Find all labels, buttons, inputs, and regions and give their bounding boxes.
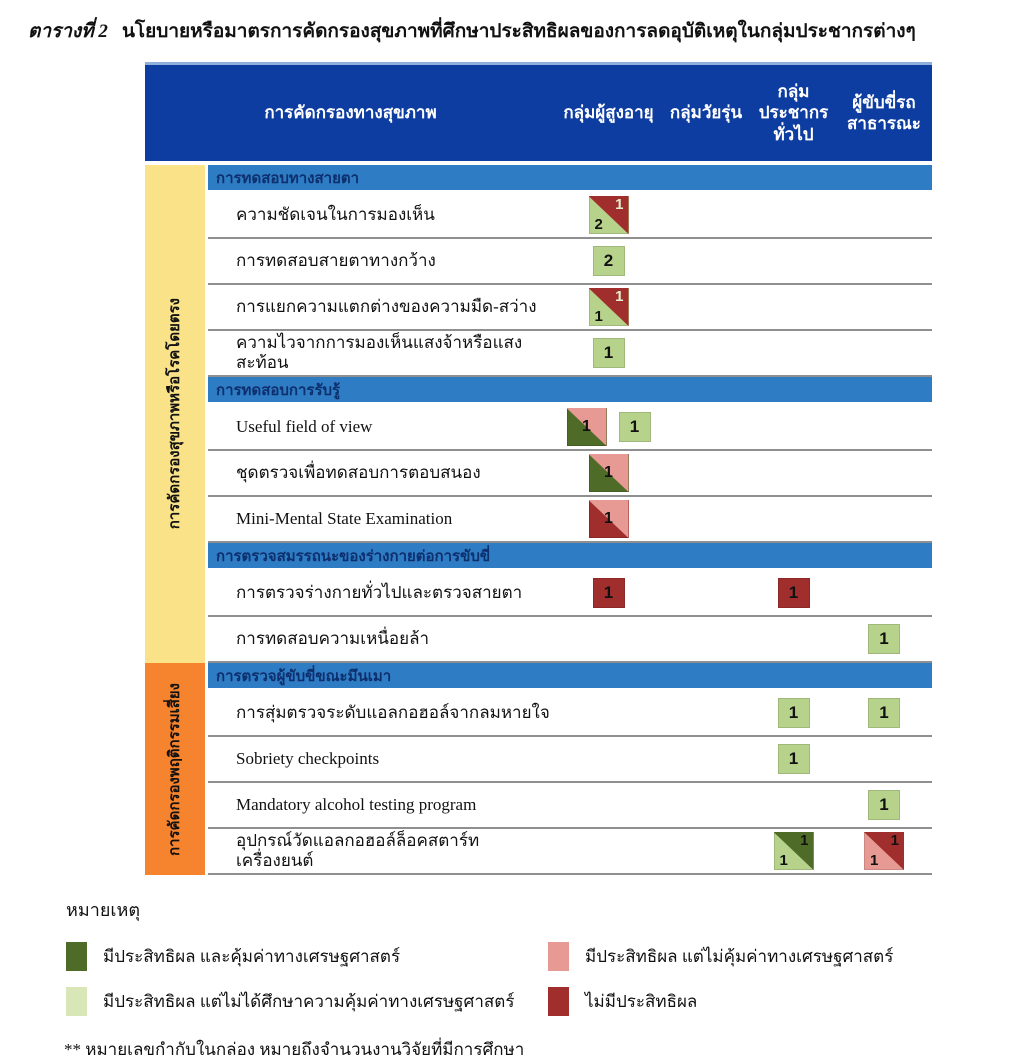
table-row [208, 405, 932, 451]
study-count-split-box [589, 196, 629, 234]
cell-public [836, 571, 932, 615]
cell-teen [661, 571, 751, 615]
cell-teen [661, 285, 751, 329]
group-content [208, 663, 932, 875]
legend-swatch-not-effective [548, 987, 569, 1016]
triangle-count: 1 [890, 832, 899, 849]
table-header-row [145, 62, 932, 161]
cell-public [836, 193, 932, 237]
table-row [208, 193, 932, 239]
cell-public [836, 829, 932, 873]
cell-general [751, 691, 836, 735]
cell-public [836, 285, 932, 329]
triangle-count: 1 [615, 196, 624, 213]
column-header-elderly: กลุ่มผู้สูงอายุ [563, 103, 654, 123]
cell-elderly [556, 691, 661, 735]
cell-public [836, 331, 932, 375]
cell-general [751, 829, 836, 873]
group-label: การคัดกรองสุขภาพหรือโรคโดยตรง [167, 298, 183, 530]
screening-table [145, 62, 932, 875]
legend-label: มีประสิทธิผล และคุ้มค่าทางเศรษฐศาสตร์ [103, 947, 401, 966]
base-count: 2 [594, 216, 603, 233]
cell-elderly [556, 617, 661, 661]
triangle-count: 1 [615, 288, 624, 305]
row-label: Useful field of view [236, 416, 373, 436]
cell-elderly [556, 405, 661, 449]
row-label: อุปกรณ์วัดแอลกอฮอล์ล็อคสตาร์ทเครื่องยนต์ [236, 830, 480, 870]
base-count: 1 [779, 852, 788, 869]
column-header-screening: การคัดกรองทางสุขภาพ [264, 103, 437, 123]
table-number: ตารางที่ 2 [28, 21, 108, 42]
base-count: 1 [870, 852, 879, 869]
legend-swatch-effective-not-costeffective [548, 942, 569, 971]
row-label: ความชัดเจนในการมองเห็น [236, 204, 435, 224]
cell-teen [661, 783, 751, 827]
study-count-box: 1 [619, 412, 651, 442]
legend-title: หมายเหตุ [66, 900, 141, 920]
section-header: การทดสอบการรับรู้ [208, 377, 932, 402]
group-label: การคัดกรองพฤติกรรมเสี่ยง [167, 682, 183, 856]
section-header: การทดสอบทางสายตา [208, 165, 932, 190]
cell-teen [661, 497, 751, 541]
footnote [64, 1036, 1024, 1063]
cell-elderly [556, 193, 661, 237]
category-group [145, 165, 932, 663]
document-page [0, 16, 1024, 1059]
row-label: ความไวจากการมองเห็นแสงจ้าหรือแสงสะท้อน [236, 332, 523, 372]
cell-public [836, 451, 932, 495]
study-count-split-box [864, 832, 904, 870]
cell-public [836, 497, 932, 541]
legend-item [548, 942, 1024, 971]
cell-teen [661, 193, 751, 237]
center-count: 1 [604, 510, 613, 527]
cell-general [751, 405, 836, 449]
cell-general [751, 497, 836, 541]
cell-elderly [556, 451, 661, 495]
cell-general [751, 239, 836, 283]
triangle-count: 1 [800, 832, 809, 849]
study-count-box: 1 [868, 790, 900, 820]
row-label: การสุ่มตรวจระดับแอลกอฮอล์จากลมหายใจ [236, 702, 550, 722]
row-label: การแยกความแตกต่างของความมืด-สว่าง [236, 296, 537, 316]
row-label: Sobriety checkpoints [236, 748, 380, 768]
table-row [208, 239, 932, 285]
base-count: 1 [594, 308, 603, 325]
table-row [208, 331, 932, 377]
legend-label: ไม่มีประสิทธิผล [585, 992, 698, 1011]
row-label: Mandatory alcohol testing program [236, 794, 477, 814]
legend-item [66, 942, 548, 971]
cell-public [836, 405, 932, 449]
column-header-general-population: กลุ่ม ประชากร ทั่วไป [758, 82, 829, 144]
study-count-box: 1 [778, 744, 810, 774]
legend-item [66, 987, 548, 1016]
table-body [145, 165, 932, 875]
title-text: นโยบายหรือมาตรการคัดกรองสุขภาพที่ศึกษาประสิทธิผลของการลดอุบัติเหตุในกลุ่มประชากรต่างๆ [121, 21, 916, 42]
cell-public [836, 737, 932, 781]
row-label: การตรวจร่างกายทั่วไปและตรวจสายตา [236, 582, 523, 602]
cell-general [751, 737, 836, 781]
legend-label: มีประสิทธิผล แต่ไม่คุ้มค่าทางเศรษฐศาสตร์ [585, 947, 894, 966]
cell-elderly [556, 239, 661, 283]
cell-public [836, 239, 932, 283]
cell-general [751, 571, 836, 615]
cell-teen [661, 405, 751, 449]
cell-public [836, 691, 932, 735]
cell-teen [661, 737, 751, 781]
group-content [208, 165, 932, 663]
column-header-teen: กลุ่มวัยรุ่น [669, 103, 743, 123]
cell-general [751, 285, 836, 329]
study-count-box: 2 [593, 246, 625, 276]
group-sidebar [145, 165, 208, 663]
cell-elderly [556, 331, 661, 375]
legend-item [548, 987, 1024, 1016]
study-count-box: 1 [778, 578, 810, 608]
cell-general [751, 331, 836, 375]
study-count-split-box [774, 832, 814, 870]
legend-grid [66, 942, 1024, 1016]
cell-general [751, 193, 836, 237]
table-row [208, 571, 932, 617]
table-row [208, 497, 932, 543]
cell-teen [661, 239, 751, 283]
cell-elderly [556, 737, 661, 781]
legend-label: มีประสิทธิผล แต่ไม่ได้ศึกษาความคุ้มค่าทางเศรษฐศาสตร์ [103, 992, 515, 1011]
cell-elderly [556, 783, 661, 827]
table-row [208, 451, 932, 497]
cell-teen [661, 617, 751, 661]
table-row [208, 829, 932, 875]
cell-public [836, 783, 932, 827]
table-row [208, 783, 932, 829]
row-label: การทดสอบสายตาทางกว้าง [236, 250, 436, 270]
cell-teen [661, 829, 751, 873]
row-label: Mini-Mental State Examination [236, 508, 453, 528]
legend-swatch-effective-costeffective [66, 942, 87, 971]
page-title [28, 16, 1024, 46]
cell-elderly [556, 571, 661, 615]
group-sidebar [145, 663, 208, 875]
cell-general [751, 783, 836, 827]
cell-elderly [556, 497, 661, 541]
study-count-split-box [567, 408, 607, 446]
legend [66, 895, 1024, 1016]
study-count-split-box [589, 288, 629, 326]
center-count: 1 [604, 464, 613, 481]
footnote-text: ** หมายเลขกำกับในกล่อง หมายถึงจำนวนงานวิจัยที่มีการศึกษา [64, 1040, 525, 1059]
cell-public [836, 617, 932, 661]
table-row [208, 691, 932, 737]
study-count-split-box [589, 454, 629, 492]
study-count-box: 1 [778, 698, 810, 728]
study-count-box: 1 [868, 624, 900, 654]
section-header: การตรวจผู้ขับขี่ขณะมึนเมา [208, 663, 932, 688]
table-row [208, 617, 932, 663]
category-group [145, 663, 932, 875]
cell-teen [661, 331, 751, 375]
column-header-public-drivers: ผู้ขับขี่รถ สาธารณะ [847, 92, 921, 133]
cell-elderly [556, 829, 661, 873]
study-count-box: 1 [868, 698, 900, 728]
study-count-box: 1 [593, 338, 625, 368]
row-label: การทดสอบความเหนื่อยล้า [236, 628, 430, 648]
row-label: ชุดตรวจเพื่อทดสอบการตอบสนอง [236, 462, 481, 482]
cell-general [751, 617, 836, 661]
cell-teen [661, 451, 751, 495]
cell-general [751, 451, 836, 495]
table-row [208, 737, 932, 783]
study-count-box: 1 [593, 578, 625, 608]
table-row [208, 285, 932, 331]
cell-teen [661, 691, 751, 735]
section-header: การตรวจสมรรถนะของร่างกายต่อการขับขี่ [208, 543, 932, 568]
study-count-split-box [589, 500, 629, 538]
cell-elderly [556, 285, 661, 329]
legend-swatch-effective-cost-not-studied [66, 987, 87, 1016]
center-count: 1 [582, 418, 591, 435]
